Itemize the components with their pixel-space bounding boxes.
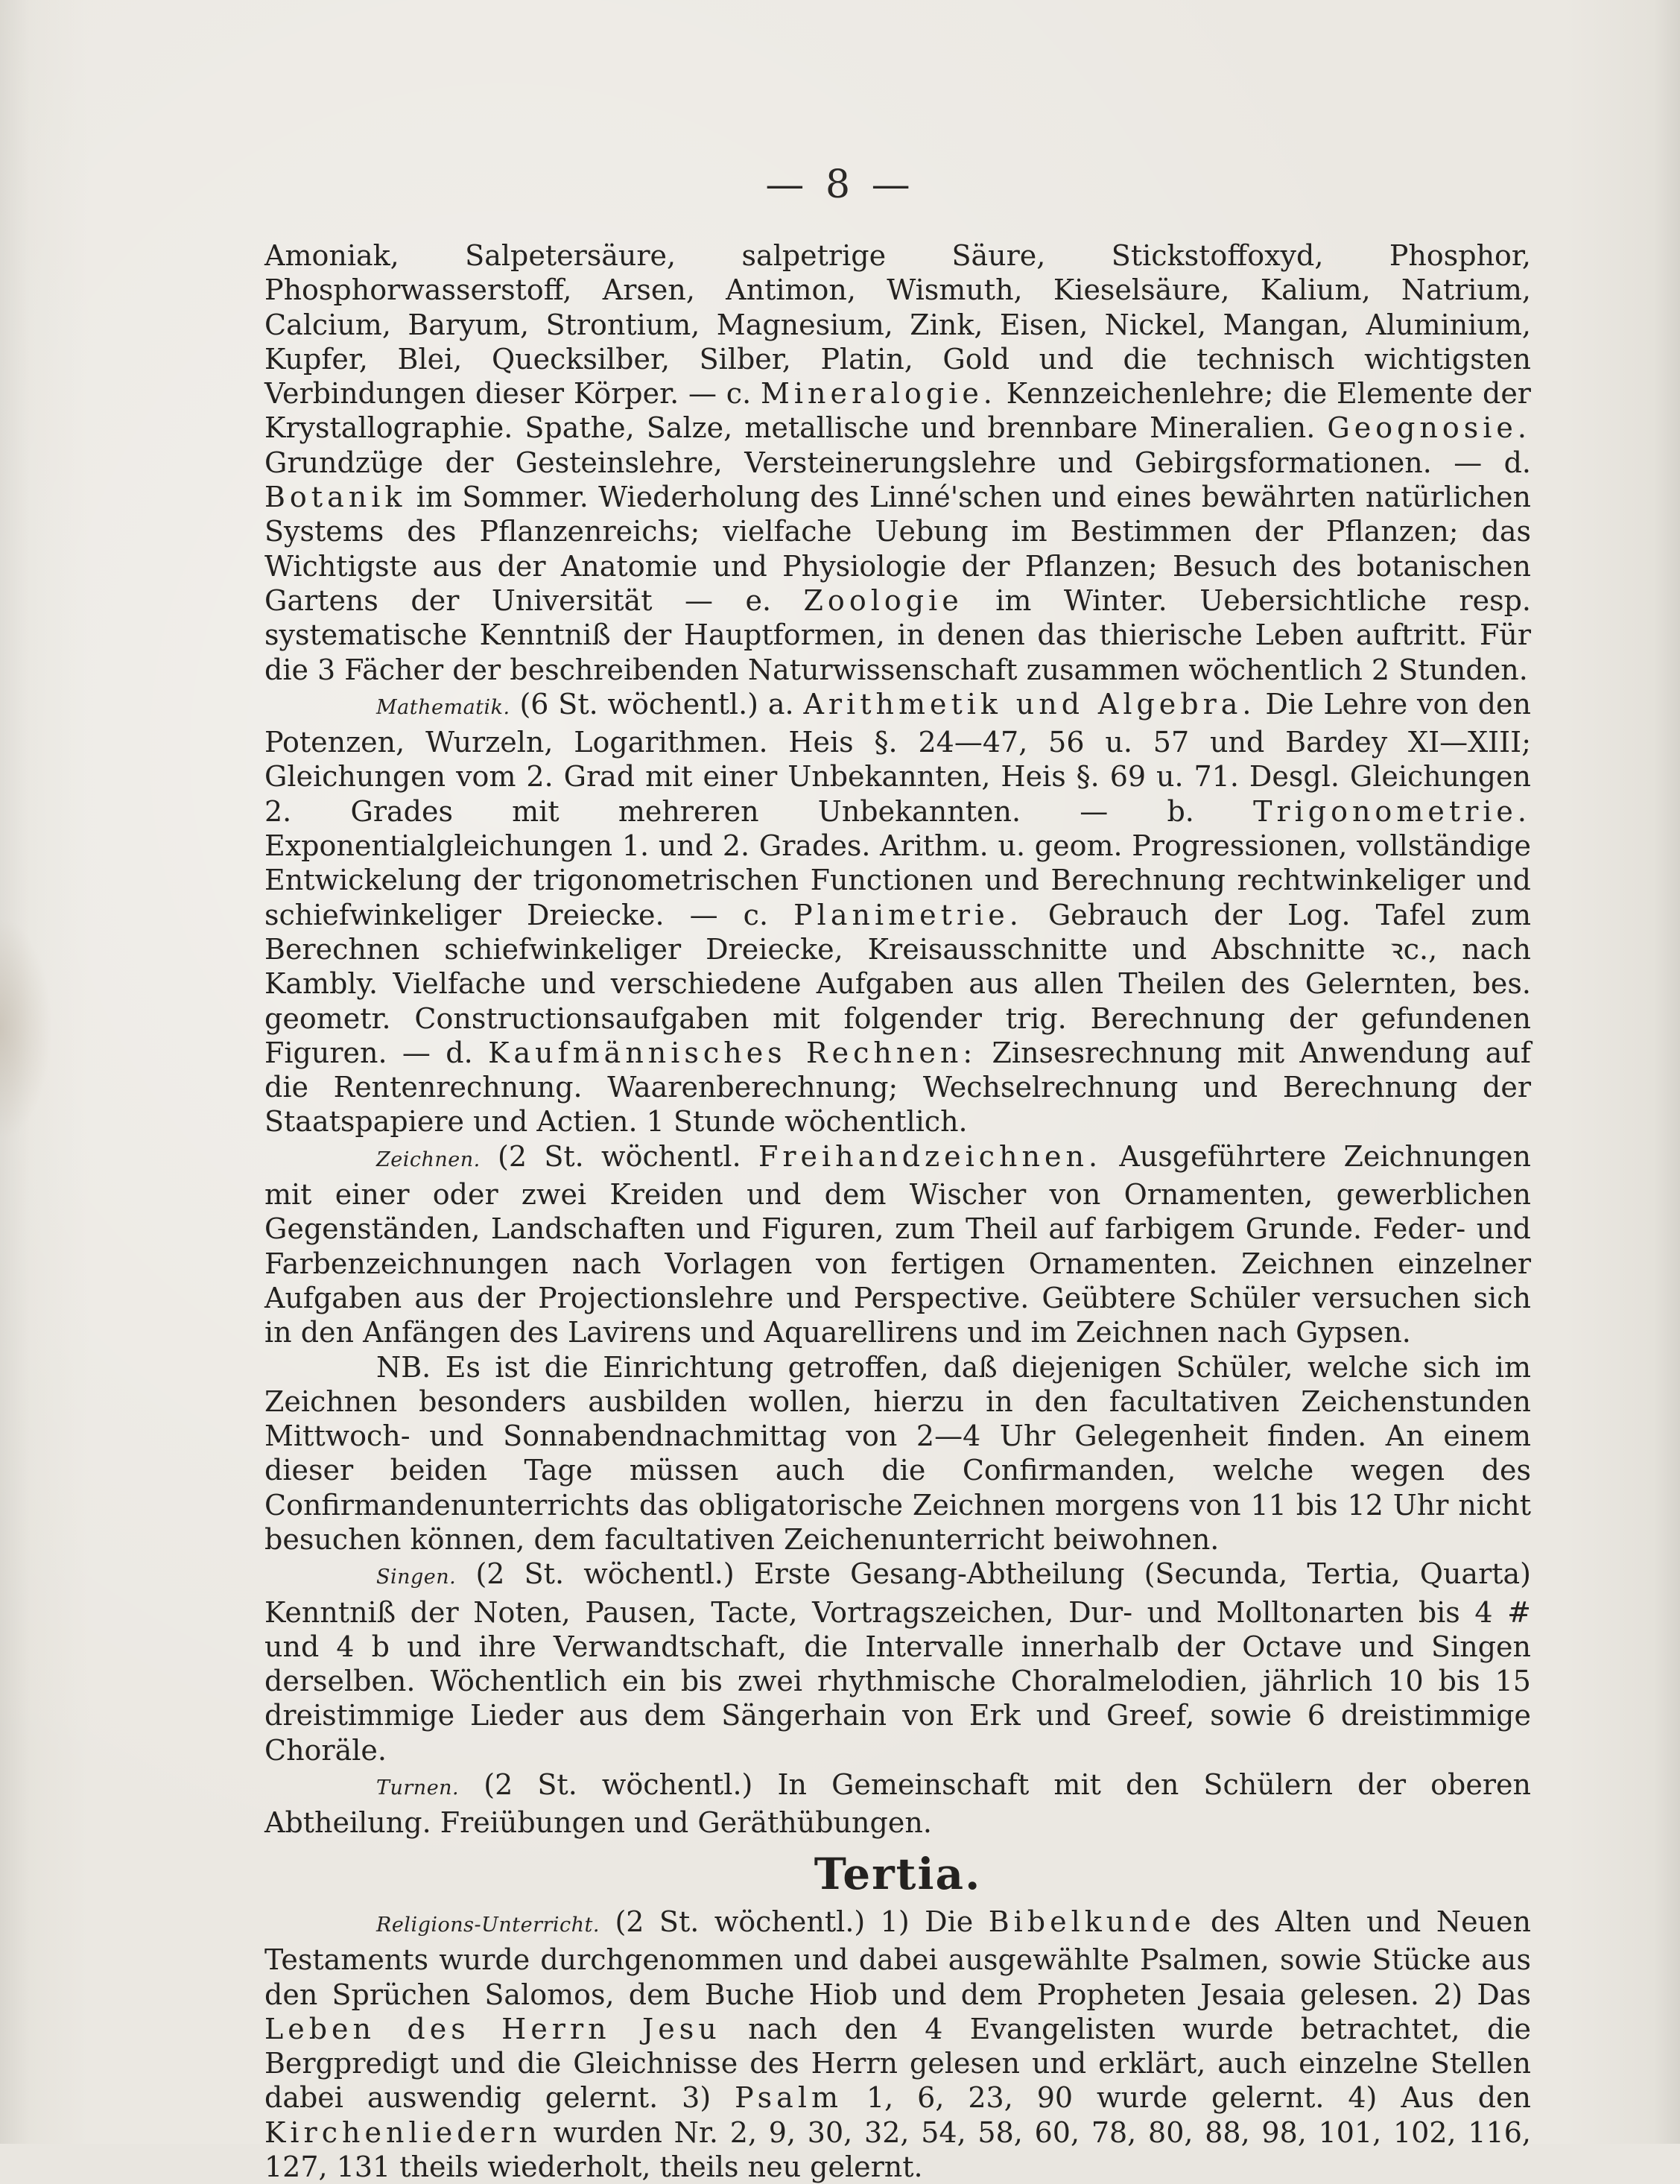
heading-psalm: Psalm <box>735 2081 843 2115</box>
paragraph-natural-science <box>264 238 1531 687</box>
paragraph-mathematik <box>264 687 1531 1139</box>
religion-text-4: wurden Nr. 2, 9, 30, 32, 54, 58, 60, 78, 80, 88, 98, 101, 102, 116, 127, 131 theils wiederholt, theils neu gelernt. <box>264 2115 1531 2184</box>
zeichnen-text: Ausgeführtere Zeichnungen mit einer oder zwei Kreiden und dem Wischer von Ornamenten, gewerblichen Gegenständen, Landschaften und Figuren, zum Theil auf farbigem Grunde. Feder- und Farbenzeichnungen nach Vorlagen von fertigen Ornamenten. Zeichnen einzelner Aufgaben aus der Projectionslehre und Perspective. Geübtere Schüler versuchen sich in den Anfängen des Lavirens und Aquarellirens und im Zeichnen nach Gypsen. <box>264 1139 1531 1349</box>
geognosie-text: Grundzüge der Gesteinslehre, Versteinerungslehre und Gebirgsformationen. — d. <box>264 446 1531 479</box>
section-heading-tertia: Tertia. <box>814 1848 982 1899</box>
paper-stain <box>0 917 52 1140</box>
turnen-text: (2 St. wöchentl.) In Gemeinschaft mit den Schülern der oberen Abtheilung. Freiübungen und Geräthübungen. <box>264 1768 1531 1840</box>
religion-hours: (2 St. wöchentl.) 1) Die <box>615 1905 974 1938</box>
heading-freihand: Freihandzeichnen. <box>758 1139 1103 1173</box>
math-text-2: Exponentialgleichungen 1. und 2. Grades. Arithm. u. geom. Progressionen, vollständige Entwickelung der trigonometrischen Functionen und Berechnung rechtwinkeliger und schiefwinkeliger Dreiecke. — c. <box>264 829 1531 931</box>
heading-arithmetik: Arithmetik und Algebra. <box>803 687 1256 721</box>
mineralogie-text: Kennzeichenlehre; die Elemente der Krystallographie. Spathe, Salze, metallische und brennbare Mineralien. <box>264 377 1531 445</box>
heading-geognosie: Geognosie. <box>1327 411 1531 445</box>
religion-text-3: 1, 6, 23, 90 wurde gelernt. 4) Aus den <box>866 2081 1531 2115</box>
heading-kirchenliedern: Kirchenliedern <box>264 2115 542 2149</box>
label-singen: Singen. <box>376 1566 457 1589</box>
math-text-3: Gebrauch der Log. Tafel zum Berechnen schiefwinkeliger Dreiecke, Kreisausschnitte und Abschnitte ꝛc., nach Kambly. Vielfache und verschiedene Aufgaben aus allen Theilen des Gelernten, bes. geometr. Constructionsaufgaben mit folgender trig. Berechnung der gefundenen Figuren. — d. <box>264 898 1531 1069</box>
singen-text: (2 St. wöchentl.) Erste Gesang-Abtheilung (Secunda, Tertia, Quarta) Kenntniß der Noten, Pausen, Tacte, Vortragszeichen, Dur- und Molltonarten bis 4 # und 4 b und ihre Verwandtschaft, die Intervalle innerhalb der Octave und Singen derselben. Wöchentlich ein bis zwei rhythmische Choralmelodien, jährlich 10 bis 15 dreistimmige Lieder aus dem Sängerhain von Erk und Greef, sowie 6 dreistimmige Choräle. <box>264 1557 1531 1767</box>
paragraph-turnen <box>264 1767 1531 1840</box>
paragraph-nb: NB. Es ist die Einrichtung getroffen, daß diejenigen Schüler, welche sich im Zeichnen besonders ausbilden wollen, hierzu in den facultativen Zeichenstunden Mittwoch- und Sonnabendnachmittag von 2—4 Uhr Gelegenheit finden. An einem dieser beiden Tage müssen auch die Confirmanden, welche wegen des Confirmandenunterrichts das obligatorische Zeichnen morgens von 11 bis 12 Uhr nicht besuchen können, dem facultativen Zeichenunterricht beiwohnen. <box>264 1350 1531 1556</box>
math-hours: (6 St. wöchentl.) a. <box>519 687 794 721</box>
heading-trigonometrie: Trigonometrie. <box>1253 794 1531 828</box>
zeichnen-hours: (2 St. wöchentl. <box>498 1139 741 1173</box>
paragraph-singen <box>264 1557 1531 1767</box>
heading-leben-jesu: Leben des Herrn Jesu <box>264 2012 721 2045</box>
label-zeichnen: Zeichnen. <box>376 1148 481 1171</box>
page-number: — 8 — <box>765 162 915 207</box>
label-turnen: Turnen. <box>376 1776 460 1800</box>
religion-text-2: nach den 4 Evangelisten wurde betrachtet, die Bergpredigt und die Gleichnisse des Herrn gelesen und erklärt, auch einzelne Stellen dabei auswendig gelernt. 3) <box>264 2012 1531 2115</box>
heading-zoologie: Zoologie <box>803 583 963 617</box>
heading-planimetrie: Planimetrie. <box>793 898 1023 931</box>
math-text-4: Zinsesrechnung mit Anwendung auf die Rentenrechnung. Waarenberechnung; Wechselrechnung und Berechnung der Staatspapiere und Actien. 1 Stunde wöchentlich. <box>264 1036 1531 1139</box>
heading-mineralogie: Mineralogie. <box>760 377 997 411</box>
religion-text-1: des Alten und Neuen Testaments wurde durchgenommen und dabei ausgewählte Psalmen, sowie Stücke aus den Sprüchen Salomos, dem Buche Hiob und dem Propheten Jesaia gelesen. 2) Das <box>264 1905 1531 2011</box>
paragraph-religion <box>264 1905 1531 2184</box>
chemistry-text: Amoniak, Salpetersäure, salpetrige Säure, Stickstoffoxyd, Phosphor, Phosphorwasserstoff, Arsen, Antimon, Wismuth, Kieselsäure, Kalium, Natrium, Calcium, Baryum, Strontium, Magnesium, Zink, Eisen, Nickel, Mangan, Aluminium, Kupfer, Blei, Quecksilber, Silber, Platin, Gold und die technisch wichtigsten Verbindungen dieser Körper. — c. <box>264 239 1531 411</box>
heading-kaufm-rechnen: Kaufmännisches Rechnen: <box>488 1036 977 1069</box>
math-text-1: Die Lehre von den Potenzen, Wurzeln, Logarithmen. Heis §. 24—47, 56 u. 57 und Bardey XI—XIII; Gleichungen vom 2. Grad mit einer Unbekannten, Heis §. 69 u. 71. Desgl. Gleichungen 2. Grades mit mehreren Unbekannten. — b. <box>264 687 1531 828</box>
label-religion: Religions-Unterricht. <box>376 1913 600 1937</box>
heading-bibelkunde: Bibelkunde <box>988 1905 1196 1938</box>
botanik-text: im Sommer. Wiederholung des Linné'schen und eines bewährten natürlichen Systems des Pflanzenreichs; vielfache Uebung im Bestimmen der Pflanzen; das Wichtigste aus der Anatomie und Physiologie der Pflanzen; Besuch des botanischen Gartens der Universität — e. <box>264 481 1531 617</box>
zoologie-text: im Winter. Uebersichtliche resp. systematische Kenntniß der Hauptformen, in denen das thierische Leben auftritt. Für die 3 Fächer der beschreibenden Naturwissenschaft zusammen wöchentlich 2 Stunden. <box>264 583 1531 686</box>
body-text <box>264 238 1531 2184</box>
heading-botanik: Botanik <box>264 481 407 514</box>
paragraph-zeichnen <box>264 1139 1531 1350</box>
label-mathematik: Mathematik. <box>376 695 510 719</box>
